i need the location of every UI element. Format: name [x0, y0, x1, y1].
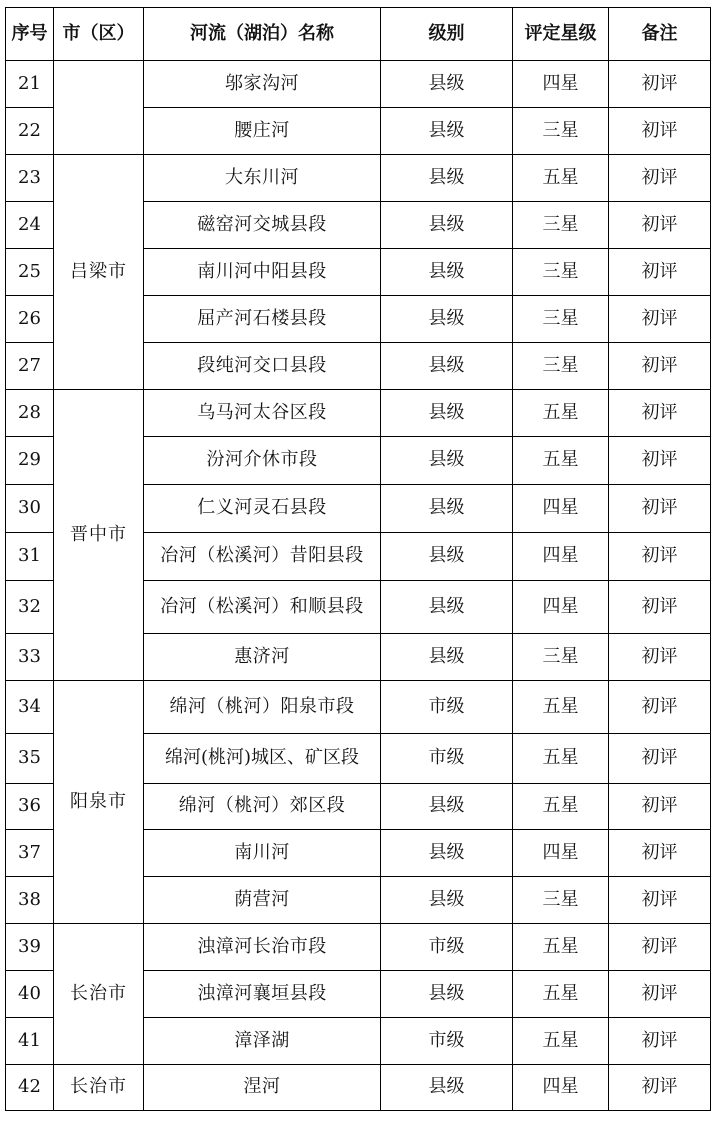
cell-remark: 初评 [609, 1018, 711, 1065]
cell-river-name: 大东川河 [144, 155, 381, 202]
cell-star-rating: 四星 [513, 61, 609, 108]
cell-river-name: 乌马河太谷区段 [144, 390, 381, 437]
cell-serial-number: 34 [6, 681, 54, 734]
header-remark: 备注 [609, 8, 711, 61]
cell-remark: 初评 [609, 924, 711, 971]
cell-star-rating: 三星 [513, 108, 609, 155]
cell-level: 市级 [381, 924, 513, 971]
cell-river-name: 汾河介休市段 [144, 437, 381, 485]
cell-serial-number: 23 [6, 155, 54, 202]
cell-remark: 初评 [609, 296, 711, 343]
header-level: 级别 [381, 8, 513, 61]
cell-serial-number: 28 [6, 390, 54, 437]
cell-river-name: 惠济河 [144, 634, 381, 681]
cell-serial-number: 25 [6, 249, 54, 296]
cell-star-rating: 五星 [513, 1018, 609, 1065]
cell-remark: 初评 [609, 390, 711, 437]
cell-level: 县级 [381, 634, 513, 681]
cell-level: 县级 [381, 533, 513, 581]
cell-remark: 初评 [609, 343, 711, 390]
cell-serial-number: 30 [6, 485, 54, 533]
cell-serial-number: 32 [6, 581, 54, 634]
cell-remark: 初评 [609, 155, 711, 202]
cell-level: 县级 [381, 437, 513, 485]
table-row [6, 155, 711, 202]
cell-star-rating: 四星 [513, 1065, 609, 1111]
cell-star-rating: 三星 [513, 202, 609, 249]
cell-level: 县级 [381, 877, 513, 924]
cell-remark: 初评 [609, 202, 711, 249]
cell-river-name: 磁窑河交城县段 [144, 202, 381, 249]
cell-serial-number: 41 [6, 1018, 54, 1065]
cell-level: 县级 [381, 1065, 513, 1111]
table-row [6, 390, 711, 437]
header-star-rating: 评定星级 [513, 8, 609, 61]
cell-star-rating: 五星 [513, 971, 609, 1018]
cell-level: 县级 [381, 155, 513, 202]
cell-remark: 初评 [609, 830, 711, 877]
cell-star-rating: 三星 [513, 296, 609, 343]
cell-level: 县级 [381, 581, 513, 634]
cell-serial-number: 31 [6, 533, 54, 581]
cell-level: 县级 [381, 202, 513, 249]
cell-level: 市级 [381, 1018, 513, 1065]
table-row [6, 924, 711, 971]
cell-serial-number: 24 [6, 202, 54, 249]
table-row [6, 681, 711, 734]
cell-river-name: 冶河（松溪河）和顺县段 [144, 581, 381, 634]
header-city: 市（区） [54, 8, 144, 61]
cell-level: 市级 [381, 734, 513, 784]
cell-level: 县级 [381, 485, 513, 533]
cell-star-rating: 三星 [513, 343, 609, 390]
cell-remark: 初评 [609, 533, 711, 581]
cell-star-rating: 五星 [513, 734, 609, 784]
cell-river-name: 荫营河 [144, 877, 381, 924]
cell-river-name: 腰庄河 [144, 108, 381, 155]
cell-remark: 初评 [609, 485, 711, 533]
cell-serial-number: 27 [6, 343, 54, 390]
cell-river-name: 浊漳河襄垣县段 [144, 971, 381, 1018]
river-rating-table [5, 7, 711, 1111]
cell-river-name: 绵河（桃河）郊区段 [144, 784, 381, 830]
cell-star-rating: 四星 [513, 581, 609, 634]
table-row [6, 1065, 711, 1111]
cell-river-name: 屈产河石楼县段 [144, 296, 381, 343]
cell-remark: 初评 [609, 734, 711, 784]
cell-serial-number: 40 [6, 971, 54, 1018]
cell-star-rating: 五星 [513, 390, 609, 437]
cell-serial-number: 35 [6, 734, 54, 784]
cell-remark: 初评 [609, 1065, 711, 1111]
cell-river-name: 仁义河灵石县段 [144, 485, 381, 533]
cell-star-rating: 四星 [513, 533, 609, 581]
cell-city: 长治市 [54, 924, 144, 1065]
cell-level: 县级 [381, 343, 513, 390]
cell-serial-number: 21 [6, 61, 54, 108]
cell-remark: 初评 [609, 108, 711, 155]
cell-level: 县级 [381, 390, 513, 437]
cell-star-rating: 四星 [513, 485, 609, 533]
cell-remark: 初评 [609, 61, 711, 108]
cell-river-name: 绵河（桃河）阳泉市段 [144, 681, 381, 734]
cell-remark: 初评 [609, 681, 711, 734]
cell-city [54, 61, 144, 155]
cell-remark: 初评 [609, 249, 711, 296]
cell-serial-number: 22 [6, 108, 54, 155]
cell-river-name: 绵河(桃河)城区、矿区段 [144, 734, 381, 784]
table-header-row [6, 8, 711, 61]
cell-remark: 初评 [609, 784, 711, 830]
cell-level: 县级 [381, 296, 513, 343]
cell-star-rating: 三星 [513, 877, 609, 924]
cell-serial-number: 42 [6, 1065, 54, 1111]
table-row [6, 61, 711, 108]
cell-serial-number: 37 [6, 830, 54, 877]
cell-level: 县级 [381, 108, 513, 155]
cell-serial-number: 39 [6, 924, 54, 971]
cell-star-rating: 五星 [513, 784, 609, 830]
cell-star-rating: 五星 [513, 681, 609, 734]
header-river-name: 河流（湖泊）名称 [144, 8, 381, 61]
cell-level: 县级 [381, 830, 513, 877]
cell-river-name: 涅河 [144, 1065, 381, 1111]
cell-level: 市级 [381, 681, 513, 734]
cell-serial-number: 29 [6, 437, 54, 485]
cell-river-name: 南川河中阳县段 [144, 249, 381, 296]
header-serial-number: 序号 [6, 8, 54, 61]
cell-river-name: 漳泽湖 [144, 1018, 381, 1065]
cell-level: 县级 [381, 784, 513, 830]
cell-serial-number: 36 [6, 784, 54, 830]
cell-level: 县级 [381, 249, 513, 296]
cell-remark: 初评 [609, 634, 711, 681]
cell-remark: 初评 [609, 971, 711, 1018]
cell-city: 长治市 [54, 1065, 144, 1111]
cell-serial-number: 26 [6, 296, 54, 343]
cell-star-rating: 三星 [513, 249, 609, 296]
cell-city: 阳泉市 [54, 681, 144, 924]
cell-river-name: 冶河（松溪河）昔阳县段 [144, 533, 381, 581]
cell-star-rating: 四星 [513, 830, 609, 877]
cell-star-rating: 五星 [513, 437, 609, 485]
cell-river-name: 南川河 [144, 830, 381, 877]
cell-river-name: 段纯河交口县段 [144, 343, 381, 390]
cell-serial-number: 33 [6, 634, 54, 681]
cell-serial-number: 38 [6, 877, 54, 924]
cell-remark: 初评 [609, 581, 711, 634]
cell-river-name: 邬家沟河 [144, 61, 381, 108]
cell-remark: 初评 [609, 437, 711, 485]
cell-city: 吕梁市 [54, 155, 144, 390]
cell-river-name: 浊漳河长治市段 [144, 924, 381, 971]
cell-level: 县级 [381, 61, 513, 108]
cell-city: 晋中市 [54, 390, 144, 681]
cell-star-rating: 三星 [513, 634, 609, 681]
cell-level: 县级 [381, 971, 513, 1018]
cell-star-rating: 五星 [513, 155, 609, 202]
cell-remark: 初评 [609, 877, 711, 924]
cell-star-rating: 五星 [513, 924, 609, 971]
